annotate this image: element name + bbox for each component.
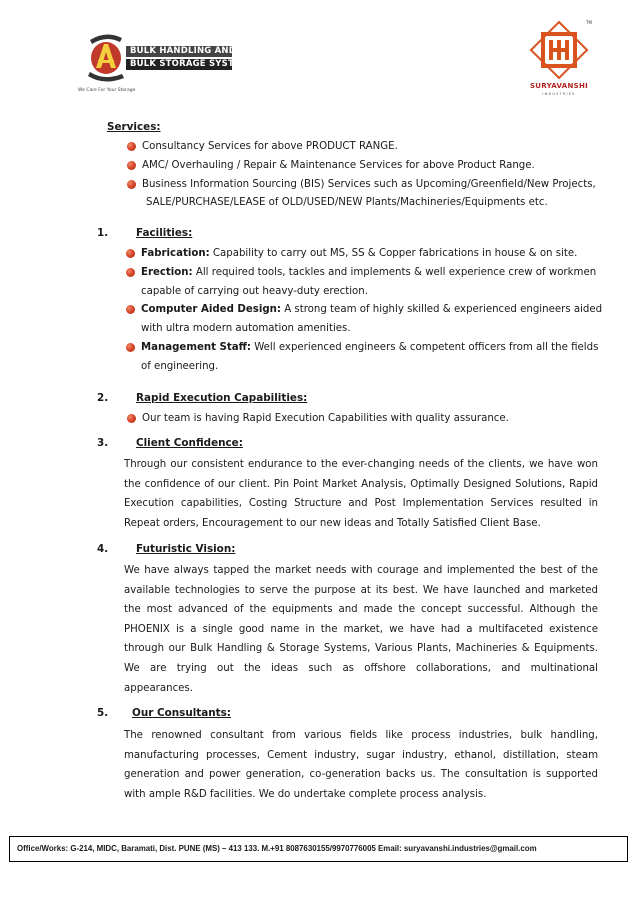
list-item: Business Information Sourcing (BIS) Services such as Upcoming/Greenfield/New Projects, [125, 176, 605, 195]
futuristic-vision-heading: Futuristic Vision: [136, 543, 236, 555]
bullet-icon [126, 305, 135, 314]
client-confidence-paragraph: Through our consistent endurance to the ever-changing needs of the clients, we have won the confidence of our client. Pin Point Market Analysis, Optimally Designed Solutions, Rapid Execution capabilities, Costing Structure and Post Implementation Services resulted in Repeat orders, Encouragement to our new ideas and Totally Satisfied Client Base. [124, 459, 598, 529]
footer-contact-text: Office/Works: G-214, MIDC, Baramati, Dist. PUNE (MS) – 413 133. M.+91 8087630155/9970776005 Email: suryavanshi.industries@gmail.com [17, 844, 537, 853]
bullet-icon [127, 142, 136, 151]
rapid-execution-heading: Rapid Execution Capabilities: [136, 392, 308, 404]
services-list [125, 138, 605, 213]
bulk-handling-logo [78, 26, 249, 96]
list-item-continuation: SALE/PURCHASE/LEASE of OLD/USED/NEW Plants/Machineries/Equipments etc. [146, 197, 548, 209]
logo-tagline: We Care For Your Storage [78, 88, 136, 93]
bullet-icon [126, 268, 135, 277]
suryavanshi-logo-mark-icon [529, 20, 589, 80]
brand-subtitle: INDUSTRIES [542, 92, 576, 96]
client-confidence-heading: Client Confidence: [136, 437, 243, 449]
our-consultants-heading: Our Consultants: [132, 707, 231, 719]
list-item: Erection: All required tools, tackles and implements & well experience crew of workmen [124, 264, 604, 283]
section-number: 4. [97, 543, 109, 555]
suryavanshi-logo [529, 20, 599, 100]
list-item: Fabrication: Capability to carry out MS, SS & Copper fabrications in house & on site. [124, 245, 604, 264]
logo-title-line2: BULK STORAGE SYSTEM [126, 59, 232, 70]
futuristic-vision-paragraph: We have always tapped the market needs with courage and implemented the best of the available technologies to serve the purpose at its best. We have launched and marketed the most advanced of the equipments and made the concept successful. Although the PHOENIX is a single good name in the market, we have had a multifaceted existence through our Bulk Handling & Storage Systems, Various Plants, Machineries & Equipments. We are trying out the ideas such as offshore collaborations, and multinational appearances. [124, 565, 598, 694]
bullet-icon [127, 180, 136, 189]
trademark-mark: TM [586, 20, 592, 25]
brand-name: SURYAVANSHI [529, 82, 589, 90]
bullet-icon [126, 343, 135, 352]
section-number: 5. [97, 707, 109, 719]
section-number: 3. [97, 437, 109, 449]
logo-title-line1: BULK HANDLING AND [126, 46, 232, 57]
footer-contact-box [9, 836, 628, 862]
bullet-icon [127, 161, 136, 170]
section-number: 1. [97, 227, 109, 239]
bullet-icon [126, 249, 135, 258]
bulk-handling-logo-mark-icon [84, 30, 128, 86]
section-number: 2. [97, 392, 109, 404]
list-item-continuation: with ultra modern automation amenities. [141, 323, 351, 335]
services-heading: Services: [107, 121, 161, 133]
facilities-list [124, 245, 604, 377]
facilities-heading: Facilities: [136, 227, 193, 239]
list-item: Consultancy Services for above PRODUCT RANGE. [125, 138, 605, 157]
list-item: Management Staff: Well experienced engineers & competent officers from all the fields [124, 339, 604, 358]
list-item: Our team is having Rapid Execution Capabilities with quality assurance. [125, 410, 605, 429]
list-item: AMC/ Overhauling / Repair & Maintenance Services for above Product Range. [125, 157, 605, 176]
rapid-execution-list [125, 410, 605, 429]
list-item: Computer Aided Design: A strong team of highly skilled & experienced engineers aided [124, 301, 604, 320]
list-item-continuation: of engineering. [141, 360, 219, 372]
our-consultants-paragraph: The renowned consultant from various fields like process industries, bulk handling, manufacturing processes, Cement industry, sugar industry, ethanol, distillation, steam generation and power generation, co-generation backs us. The consultation is supported with ample R&D facilities. We do undertake complete process analysis. [124, 730, 598, 800]
bullet-icon [127, 414, 136, 423]
list-item-continuation: capable of carrying out heavy-duty erection. [141, 285, 368, 297]
bulk-handling-logo-title [126, 46, 249, 72]
